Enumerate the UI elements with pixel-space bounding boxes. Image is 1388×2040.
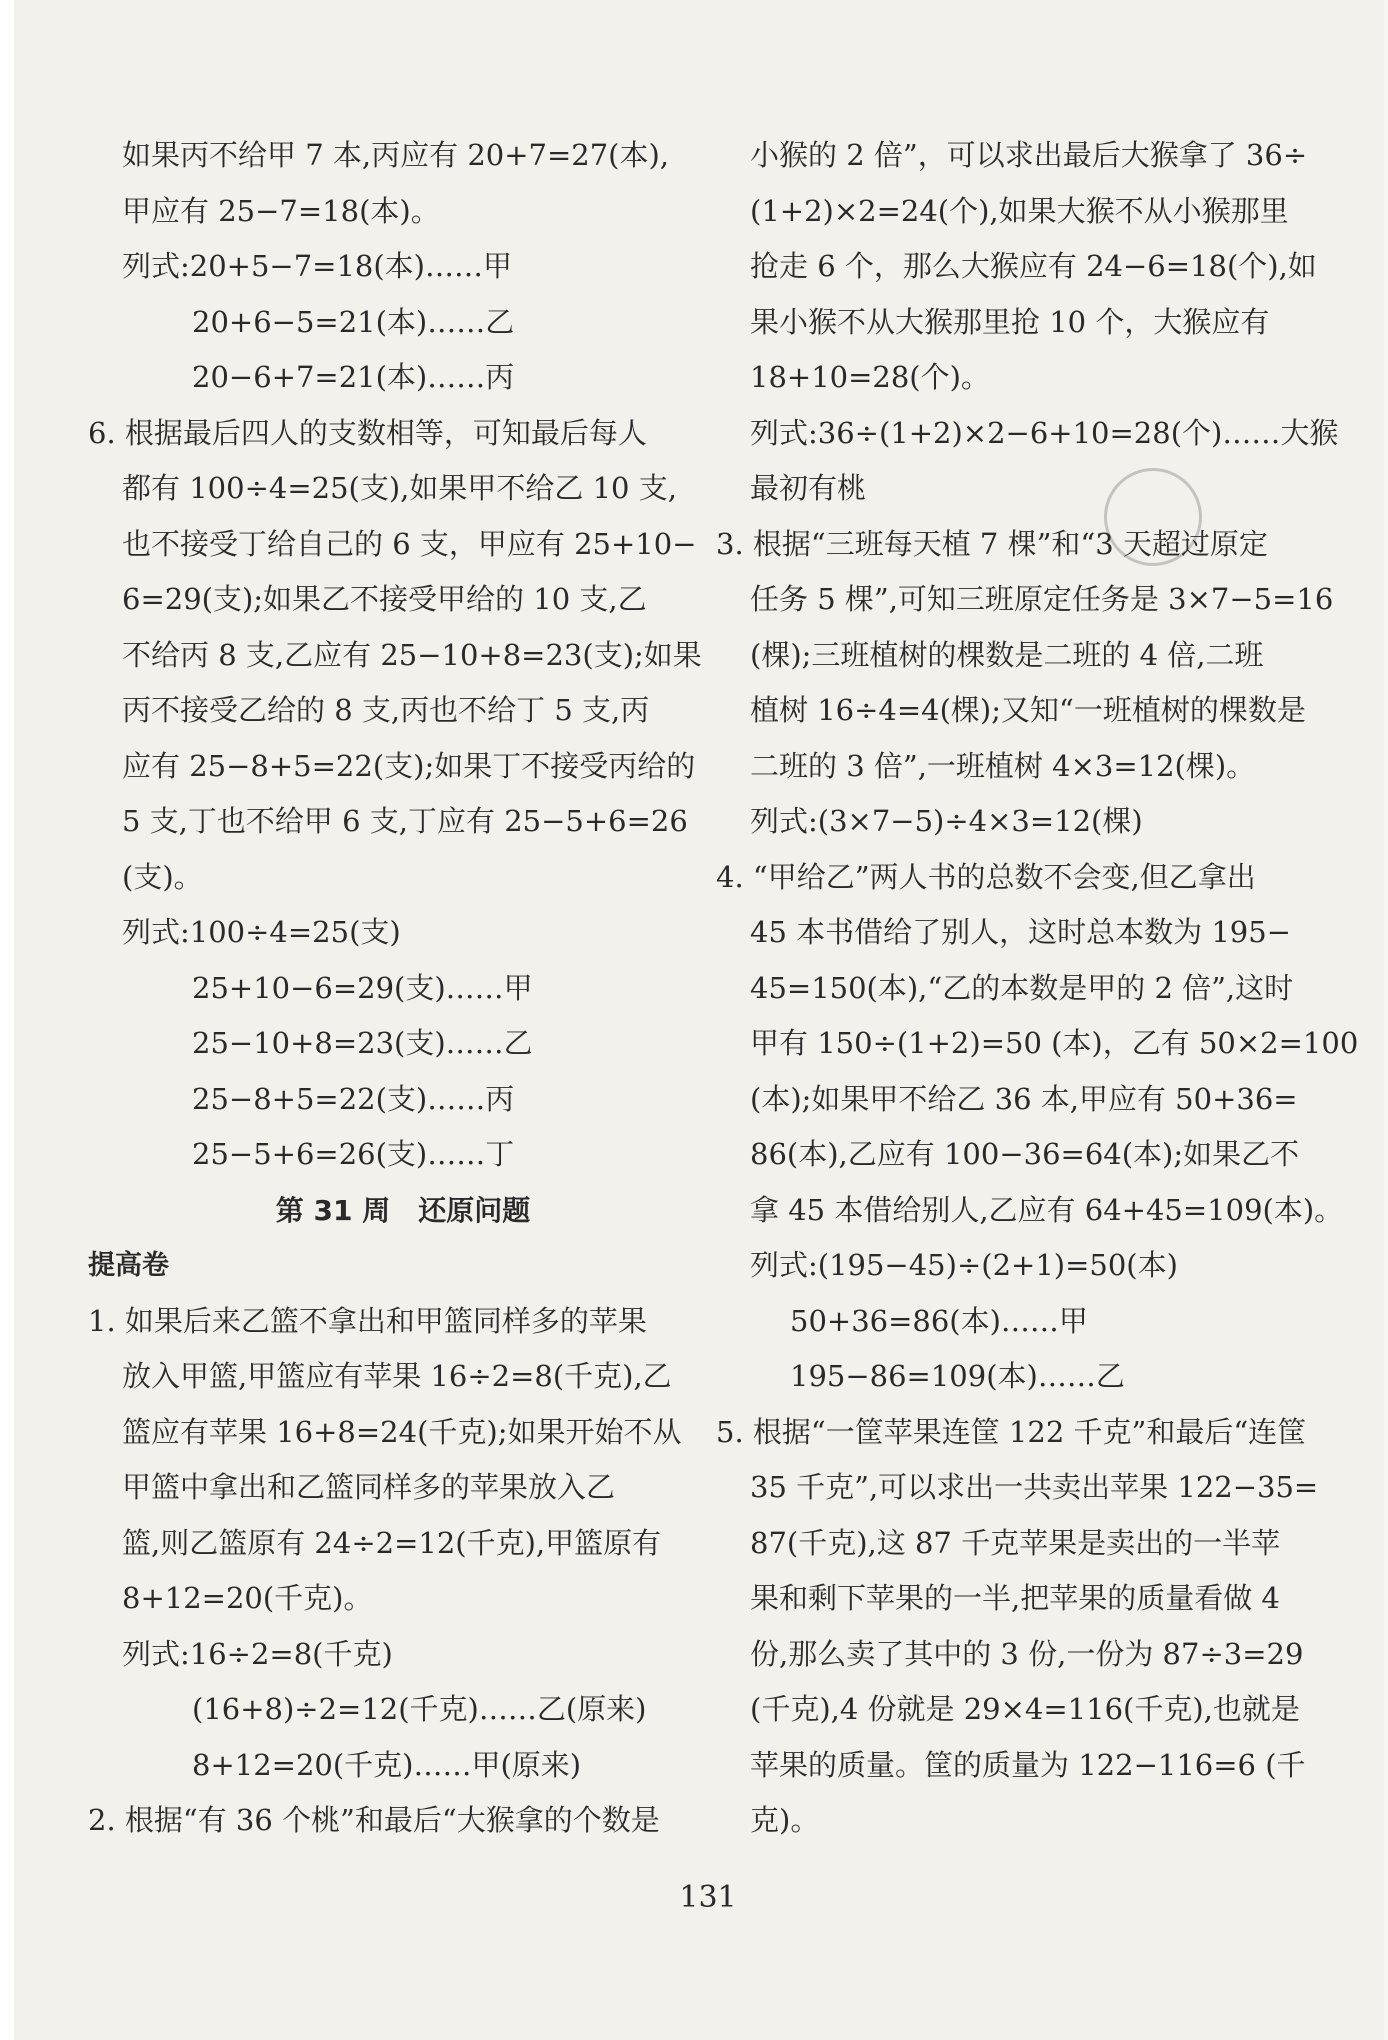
right-text-line: 86(本),乙应有 100−36=64(本);如果乙不 [750,1137,1300,1171]
right-text-line: 甲有 150÷(1+2)=50 (本)，乙有 50×2=100 [750,1026,1359,1060]
left-text-line: 20+6−5=21(本)……乙 [192,304,515,339]
right-text-line: 50+36=86(本)……甲 [790,1303,1088,1338]
right-text-line: 45 本书借给了别人，这时总本数为 195− [750,915,1291,949]
left-text-line: 提高卷 [88,1250,169,1281]
left-text-line: (支)。 [122,859,203,894]
left-text-line: 列式:100÷4=25(支) [122,915,401,949]
right-text-line: (棵);三班植树的棵数是二班的 4 倍,二班 [750,637,1264,672]
right-text-line: 植树 16÷4=4(棵);又知“一班植树的棵数是 [750,693,1306,727]
right-text-line: 87(千克),这 87 千克苹果是卖出的一半苹 [750,1525,1281,1560]
left-text-line: 25−10+8=23(支)……乙 [192,1026,533,1060]
right-text-line: 4. “甲给乙”两人书的总数不会变,但乙拿出 [716,859,1256,894]
left-text-line: 都有 100÷4=25(支),如果甲不给乙 10 支, [122,471,677,505]
left-text-line: 8+12=20(千克)……甲(原来) [192,1747,582,1782]
right-text-line: 任务 5 棵”,可知三班原定任务是 3×7−5=16 [750,582,1334,616]
left-text-line: 6=29(支);如果乙不接受甲给的 10 支,乙 [122,582,647,616]
right-text-line: 份,那么卖了其中的 3 份,一份为 87÷3=29 [750,1636,1304,1671]
right-text-line: 45=150(本),“乙的本数是甲的 2 倍”,这时 [750,970,1294,1005]
left-text-line: 8+12=20(千克)。 [122,1581,373,1615]
right-text-line: (1+2)×2=24(个),如果大猴不从小猴那里 [750,193,1289,228]
right-text-line: 195−86=109(本)……乙 [790,1359,1125,1393]
right-text-line: 列式:(3×7−5)÷4×3=12(棵) [750,804,1143,838]
left-text-line: 甲应有 25−7=18(本)。 [122,193,440,228]
left-text-line: 第 31 周 还原问题 [275,1193,531,1227]
page-number: 131 [679,1880,737,1915]
right-text-line: 果和剩下苹果的一半,把苹果的质量看做 4 [750,1581,1280,1615]
left-text-line: 篮,则乙篮原有 24÷2=12(千克),甲篮原有 [122,1525,662,1560]
left-column [88,128,702,1849]
left-text-line: 丙不接受乙给的 8 支,丙也不给丁 5 支,丙 [122,693,650,727]
right-text-line: 3. 根据“三班每天植 7 棵”和“3 天超过原定 [716,526,1268,561]
left-text-line: 列式:20+5−7=18(本)……甲 [122,249,512,283]
left-text-line: 25−5+6=26(支)……丁 [192,1137,515,1171]
right-text-line: (千克),4 份就是 29×4=116(千克),也就是 [750,1692,1300,1726]
left-text-line: 25+10−6=29(支)……甲 [192,970,533,1005]
left-text-line: 25−8+5=22(支)……丙 [192,1081,515,1116]
right-text-line: 35 千克”,可以求出一共卖出苹果 122−35= [750,1470,1319,1504]
right-text-line: 18+10=28(个)。 [750,360,990,394]
right-text-line: (本);如果甲不给乙 36 本,甲应有 50+36= [750,1081,1298,1116]
left-text-line: 20−6+7=21(本)……丙 [192,360,515,394]
right-text-line: 列式:36÷(1+2)×2−6+10=28(个)……大猴 [750,415,1339,450]
left-text-line: 篮应有苹果 16+8=24(千克);如果开始不从 [122,1414,682,1449]
right-column [716,128,1359,1849]
left-text-line: 也不接受丁给自己的 6 支，甲应有 25+10− [122,526,697,561]
right-text-line: 最初有桃 [750,471,867,505]
left-text-line: 放入甲篮,甲篮应有苹果 16÷2=8(千克),乙 [122,1359,672,1393]
left-text-line: 6. 根据最后四人的支数相等，可知最后每人 [88,415,647,450]
left-text-line: 列式:16÷2=8(千克) [122,1636,393,1671]
right-text-line: 拿 45 本借给别人,乙应有 64+45=109(本)。 [750,1192,1344,1227]
left-text-line: 2. 根据“有 36 个桃”和最后“大猴拿的个数是 [88,1803,660,1837]
right-text-line: 小猴的 2 倍”，可以求出最后大猴拿了 36÷ [750,138,1308,172]
right-text-line: 苹果的质量。筐的质量为 122−116=6 (千 [750,1747,1306,1782]
left-text-line: 5 支,丁也不给甲 6 支,丁应有 25−5+6=26 [122,804,688,838]
left-text-line: (16+8)÷2=12(千克)……乙(原来) [192,1692,647,1726]
right-text-line: 克)。 [750,1803,820,1837]
left-text-line: 应有 25−8+5=22(支);如果丁不接受丙给的 [122,748,696,783]
left-text-line: 甲篮中拿出和乙篮同样多的苹果放入乙 [122,1470,616,1504]
left-text-line: 1. 如果后来乙篮不拿出和甲篮同样多的苹果 [88,1303,647,1338]
right-text-line: 列式:(195−45)÷(2+1)=50(本) [750,1248,1178,1282]
right-text-line: 5. 根据“一筐苹果连筐 122 千克”和最后“连筐 [716,1414,1307,1449]
right-text-line: 果小猴不从大猴那里抢 10 个，大猴应有 [750,304,1270,339]
right-text-line: 二班的 3 倍”,一班植树 4×3=12(棵)。 [750,748,1256,783]
left-text-line: 如果丙不给甲 7 本,丙应有 20+7=27(本), [122,138,670,172]
left-text-line: 不给丙 8 支,乙应有 25−10+8=23(支);如果 [122,637,702,672]
right-text-line: 抢走 6 个，那么大猴应有 24−6=18(个),如 [750,249,1317,283]
